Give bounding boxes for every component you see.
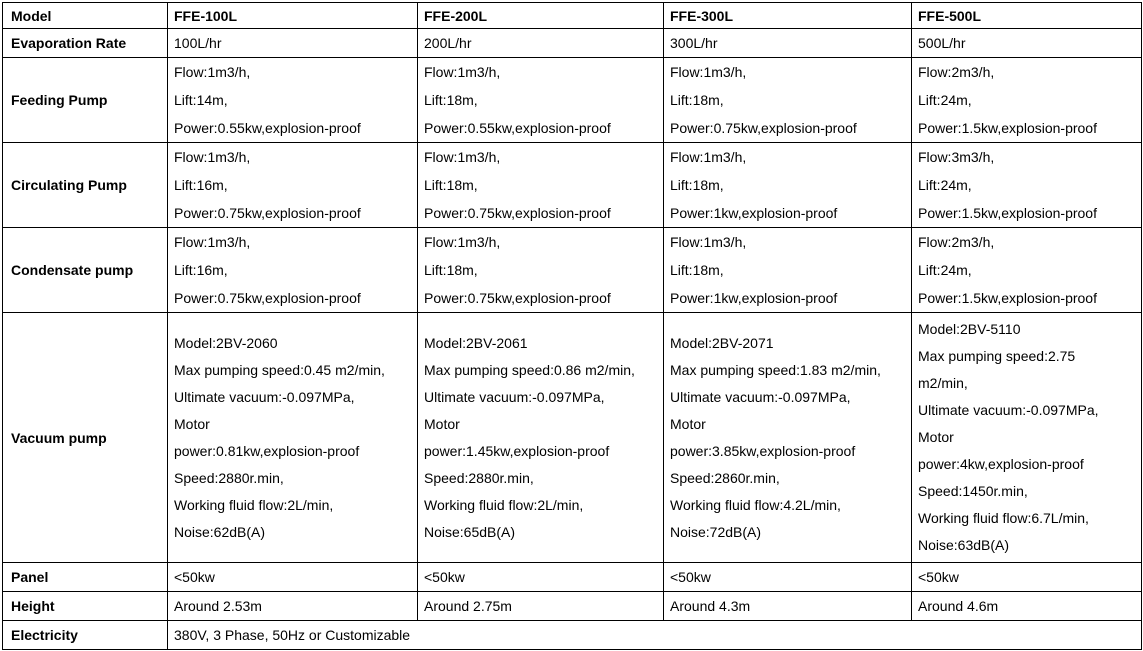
cell-lines bbox=[918, 58, 1135, 142]
panel-label: Panel bbox=[3, 563, 168, 592]
cell-line: <50kw bbox=[918, 569, 959, 585]
electricity-value: 380V, 3 Phase, 50Hz or Customizable bbox=[168, 621, 1142, 650]
cell-line: Around 2.53m bbox=[174, 598, 262, 614]
cell-lines bbox=[424, 143, 657, 227]
height-cell bbox=[912, 592, 1142, 621]
cell-line: Max pumping speed:0.45 m2/min, bbox=[174, 361, 385, 378]
cell-line: Around 2.75m bbox=[424, 598, 512, 614]
cell-line: Power:0.75kw,explosion-proof bbox=[174, 290, 361, 306]
row-evaporation-rate bbox=[3, 29, 1142, 58]
height-cell bbox=[168, 592, 418, 621]
vacuum-pump-cell bbox=[418, 313, 664, 563]
panel-cell bbox=[418, 563, 664, 592]
cell-line: power:3.85kw,explosion-proof bbox=[670, 442, 856, 459]
cell-line: Motor bbox=[670, 415, 706, 432]
circulating-pump-cell bbox=[168, 143, 418, 228]
height-cell bbox=[664, 592, 912, 621]
cell-line: Model:2BV-2071 bbox=[670, 334, 774, 351]
circulating-pump-label: Circulating Pump bbox=[3, 143, 168, 228]
cell-line: Max pumping speed:1.83 m2/min, bbox=[670, 361, 881, 378]
cell-line: Speed:2880r.min, bbox=[174, 469, 284, 486]
cell-line: Lift:24m, bbox=[918, 92, 972, 108]
cell-line: Working fluid flow:4.2L/min, bbox=[670, 496, 841, 513]
vacuum-pump-cell bbox=[168, 313, 418, 563]
cell-line: Power:0.75kw,explosion-proof bbox=[424, 290, 611, 306]
cell-lines bbox=[424, 563, 657, 591]
cell-line: Power:1.5kw,explosion-proof bbox=[918, 205, 1097, 221]
cell-lines bbox=[424, 58, 657, 142]
cell-line: Power:1.5kw,explosion-proof bbox=[918, 120, 1097, 136]
panel-cell bbox=[912, 563, 1142, 592]
model-column-header: FFE-200L bbox=[418, 3, 664, 29]
cell-line: Working fluid flow:2L/min, bbox=[424, 496, 584, 513]
cell-lines bbox=[424, 29, 657, 57]
panel-cell bbox=[664, 563, 912, 592]
model-column-header: FFE-100L bbox=[168, 3, 418, 29]
cell-line: Max pumping speed:2.75 bbox=[918, 348, 1076, 364]
cell-line: Flow:1m3/h, bbox=[424, 149, 501, 165]
cell-lines bbox=[174, 29, 411, 57]
cell-lines bbox=[918, 316, 1135, 559]
cell-lines bbox=[670, 330, 905, 546]
cell-line: Working fluid flow:6.7L/min, bbox=[918, 510, 1089, 526]
row-condensate-pump bbox=[3, 228, 1142, 313]
cell-lines bbox=[918, 143, 1135, 227]
cell-lines bbox=[670, 58, 905, 142]
spec-table bbox=[2, 2, 1142, 650]
cell-line: Ultimate vacuum:-0.097MPa, bbox=[670, 388, 851, 405]
row-height bbox=[3, 592, 1142, 621]
cell-line: Power:1kw,explosion-proof bbox=[670, 290, 838, 306]
panel-cell bbox=[168, 563, 418, 592]
cell-line: Power:0.75kw,explosion-proof bbox=[424, 205, 611, 221]
cell-lines bbox=[174, 330, 411, 546]
cell-lines bbox=[918, 592, 1135, 620]
cell-line: Flow:1m3/h, bbox=[174, 234, 251, 250]
feeding-pump-cell bbox=[418, 58, 664, 143]
cell-line: Lift:14m, bbox=[174, 92, 228, 108]
cell-line: Flow:1m3/h, bbox=[670, 234, 747, 250]
vacuum-pump-cell bbox=[912, 313, 1142, 563]
feeding-pump-label: Feeding Pump bbox=[3, 58, 168, 143]
cell-line: Around 4.3m bbox=[670, 598, 751, 614]
cell-line: Lift:18m, bbox=[670, 262, 724, 278]
cell-lines bbox=[174, 228, 411, 312]
cell-line: Flow:1m3/h, bbox=[174, 149, 251, 165]
cell-line: Max pumping speed:0.86 m2/min, bbox=[424, 361, 635, 378]
feeding-pump-cell bbox=[168, 58, 418, 143]
vacuum-pump-cell bbox=[664, 313, 912, 563]
cell-line: <50kw bbox=[424, 569, 465, 585]
cell-line: Power:0.75kw,explosion-proof bbox=[174, 205, 361, 221]
cell-line: Ultimate vacuum:-0.097MPa, bbox=[424, 388, 605, 405]
cell-line: power:1.45kw,explosion-proof bbox=[424, 442, 610, 459]
cell-line: Flow:2m3/h, bbox=[918, 234, 995, 250]
cell-line: Around 4.6m bbox=[918, 598, 999, 614]
cell-line: Power:1kw,explosion-proof bbox=[670, 205, 838, 221]
row-panel bbox=[3, 563, 1142, 592]
cell-lines bbox=[174, 143, 411, 227]
height-cell bbox=[418, 592, 664, 621]
feeding-pump-cell bbox=[912, 58, 1142, 143]
condensate-pump-cell bbox=[168, 228, 418, 313]
cell-line: Noise:63dB(A) bbox=[918, 537, 1010, 553]
cell-line: Flow:1m3/h, bbox=[424, 234, 501, 250]
cell-lines bbox=[918, 563, 1135, 591]
cell-line: 100L/hr bbox=[174, 35, 222, 51]
cell-line: Flow:1m3/h, bbox=[670, 149, 747, 165]
cell-line: Lift:18m, bbox=[424, 262, 478, 278]
cell-lines bbox=[670, 592, 905, 620]
cell-lines bbox=[918, 228, 1135, 312]
cell-line: Speed:2880r.min, bbox=[424, 469, 534, 486]
electricity-label: Electricity bbox=[3, 621, 168, 650]
cell-line: power:0.81kw,explosion-proof bbox=[174, 442, 360, 459]
vacuum-pump-label: Vacuum pump bbox=[3, 313, 168, 563]
row-circulating-pump bbox=[3, 143, 1142, 228]
evaporation-rate-cell bbox=[168, 29, 418, 58]
header-row bbox=[3, 3, 1142, 29]
circulating-pump-cell bbox=[912, 143, 1142, 228]
cell-line: Lift:18m, bbox=[424, 177, 478, 193]
model-column-header: FFE-300L bbox=[664, 3, 912, 29]
cell-line: Lift:16m, bbox=[174, 177, 228, 193]
cell-line: Lift:18m, bbox=[670, 92, 724, 108]
model-column-header: FFE-500L bbox=[912, 3, 1142, 29]
cell-line: Flow:1m3/h, bbox=[424, 64, 501, 80]
cell-lines bbox=[670, 143, 905, 227]
feeding-pump-cell bbox=[664, 58, 912, 143]
height-label: Height bbox=[3, 592, 168, 621]
cell-line: 200L/hr bbox=[424, 35, 472, 51]
cell-line: Flow:2m3/h, bbox=[918, 64, 995, 80]
cell-line: Noise:62dB(A) bbox=[174, 523, 266, 540]
cell-line: Flow:1m3/h, bbox=[670, 64, 747, 80]
evaporation-rate-cell bbox=[664, 29, 912, 58]
cell-lines bbox=[670, 29, 905, 57]
cell-line: Working fluid flow:2L/min, bbox=[174, 496, 334, 513]
cell-line: Noise:65dB(A) bbox=[424, 523, 516, 540]
cell-lines bbox=[424, 330, 657, 546]
cell-line: power:4kw,explosion-proof bbox=[918, 456, 1084, 472]
cell-line: Power:0.55kw,explosion-proof bbox=[424, 120, 611, 136]
condensate-pump-cell bbox=[418, 228, 664, 313]
cell-line: 500L/hr bbox=[918, 35, 966, 51]
row-feeding-pump bbox=[3, 58, 1142, 143]
cell-line: Lift:16m, bbox=[174, 262, 228, 278]
cell-line: 300L/hr bbox=[670, 35, 718, 51]
cell-line: Lift:18m, bbox=[670, 177, 724, 193]
cell-line: Ultimate vacuum:-0.097MPa, bbox=[918, 402, 1099, 418]
model-label: Model bbox=[3, 3, 168, 29]
cell-line: Model:2BV-2060 bbox=[174, 334, 278, 351]
cell-lines bbox=[670, 228, 905, 312]
cell-line: Motor bbox=[424, 415, 460, 432]
circulating-pump-cell bbox=[664, 143, 912, 228]
cell-line: Lift:18m, bbox=[424, 92, 478, 108]
cell-line: Motor bbox=[918, 429, 954, 445]
cell-line: Power:0.55kw,explosion-proof bbox=[174, 120, 361, 136]
row-electricity bbox=[3, 621, 1142, 650]
cell-lines bbox=[918, 29, 1135, 57]
cell-lines bbox=[424, 228, 657, 312]
cell-line: Motor bbox=[174, 415, 210, 432]
cell-line: Lift:24m, bbox=[918, 262, 972, 278]
cell-line: m2/min, bbox=[918, 375, 968, 391]
cell-lines bbox=[424, 592, 657, 620]
cell-lines bbox=[670, 563, 905, 591]
cell-line: Model:2BV-5110 bbox=[918, 321, 1021, 337]
condensate-pump-cell bbox=[664, 228, 912, 313]
cell-line: Speed:1450r.min, bbox=[918, 483, 1028, 499]
cell-line: Ultimate vacuum:-0.097MPa, bbox=[174, 388, 355, 405]
evaporation-rate-cell bbox=[912, 29, 1142, 58]
cell-line: <50kw bbox=[174, 569, 215, 585]
cell-lines bbox=[174, 563, 411, 591]
row-vacuum-pump bbox=[3, 313, 1142, 563]
cell-line: Flow:1m3/h, bbox=[174, 64, 251, 80]
cell-line: Noise:72dB(A) bbox=[670, 523, 762, 540]
cell-line: Speed:2860r.min, bbox=[670, 469, 780, 486]
cell-line: Power:0.75kw,explosion-proof bbox=[670, 120, 857, 136]
circulating-pump-cell bbox=[418, 143, 664, 228]
cell-line: Model:2BV-2061 bbox=[424, 334, 528, 351]
condensate-pump-cell bbox=[912, 228, 1142, 313]
cell-lines bbox=[174, 592, 411, 620]
evaporation-rate-cell bbox=[418, 29, 664, 58]
cell-line: Power:1.5kw,explosion-proof bbox=[918, 290, 1097, 306]
cell-line: <50kw bbox=[670, 569, 711, 585]
cell-line: Lift:24m, bbox=[918, 177, 972, 193]
cell-line: Flow:3m3/h, bbox=[918, 149, 995, 165]
cell-lines bbox=[174, 58, 411, 142]
condensate-pump-label: Condensate pump bbox=[3, 228, 168, 313]
evaporation-rate-label: Evaporation Rate bbox=[3, 29, 168, 58]
